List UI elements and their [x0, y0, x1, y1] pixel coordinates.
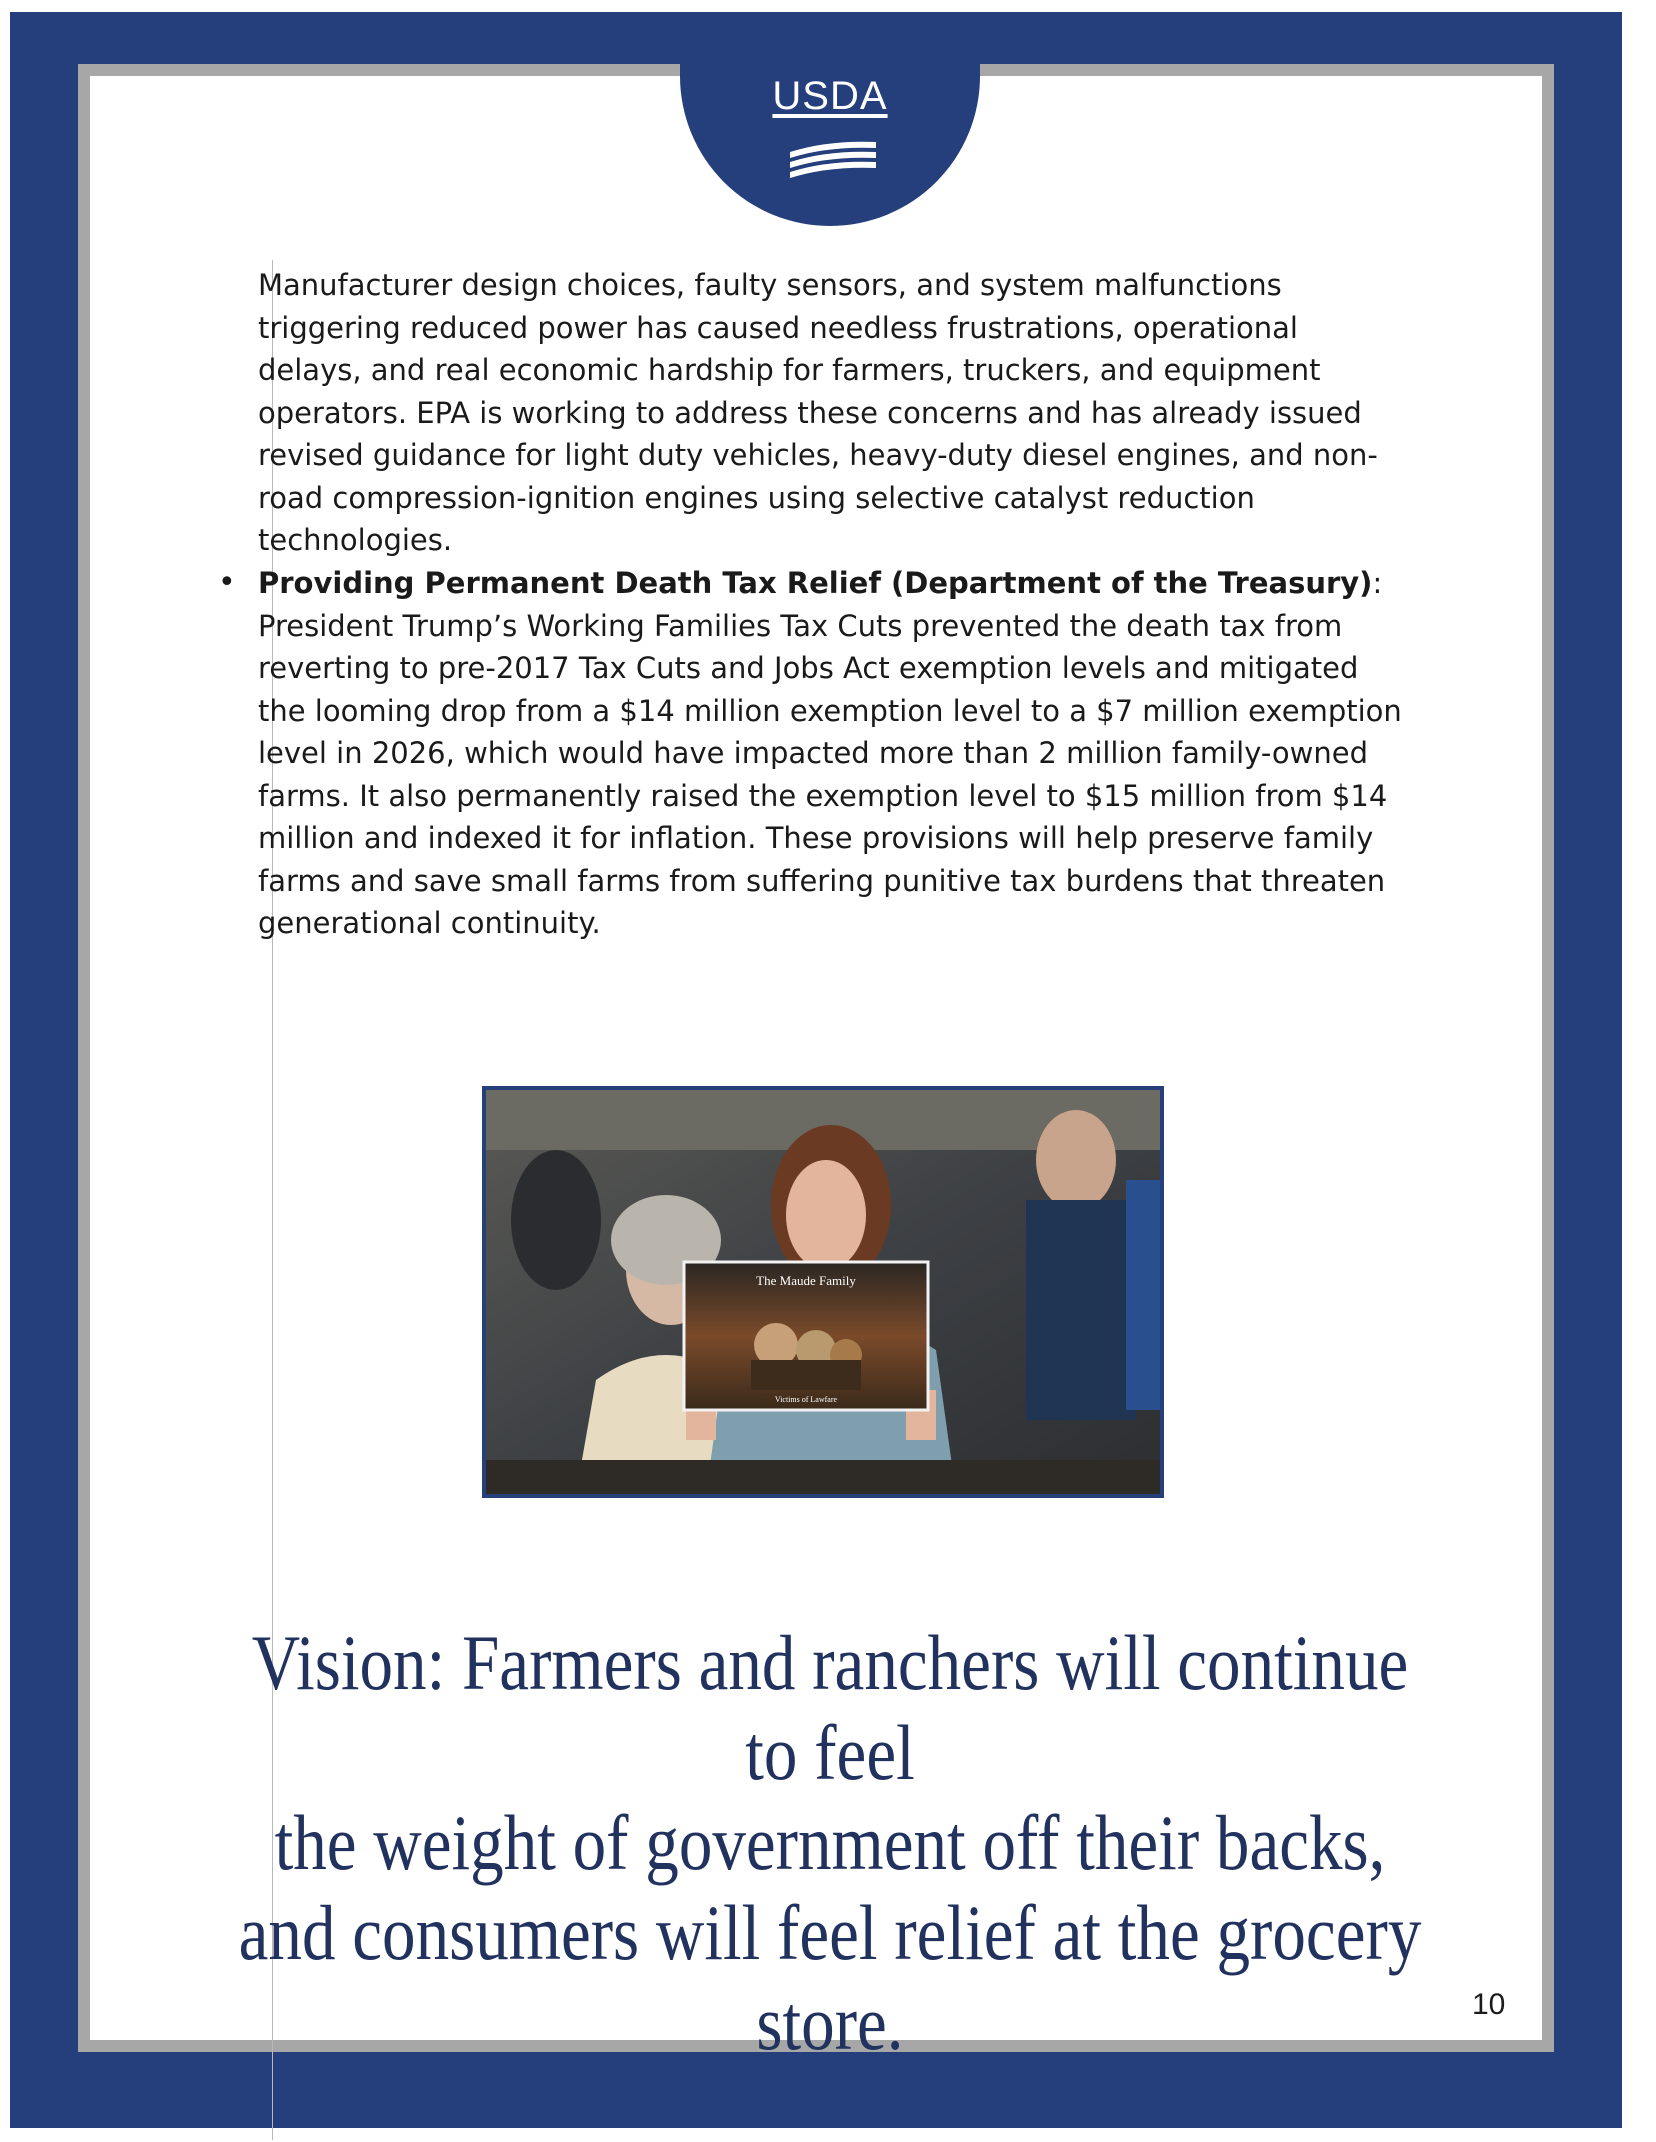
vision-line-3: and consumers will feel relief at the grocery store.	[238, 1889, 1422, 2066]
bullet-title: Providing Permanent Death Tax Relief (Department of the Treasury)	[258, 566, 1373, 600]
sign-caption: Victims of Lawfare	[774, 1395, 838, 1404]
cabinet-meeting-photo	[482, 1086, 1164, 1498]
usda-logo-text: USDA	[772, 74, 888, 118]
bullet-separator: :	[1372, 566, 1383, 600]
bullet-marker: •	[218, 565, 236, 600]
death-tax-bullet	[218, 562, 1408, 945]
vision-line-1: Vision: Farmers and ranchers will continue to feel	[251, 1619, 1409, 1796]
bullet-text: President Trump’s Working Families Tax Cuts prevented the death tax from reverting to pre-2017 Tax Cuts and Jobs Act exemption levels and mitigated the looming drop from a $14 million exemption level to a $7 million exemption level in 2026, which would have impacted more than 2 million family-owned farms. It also permanently raised the exemption level to $15 million from $14 million and indexed it for inflation. These provisions will help preserve family farms and save small farms from suffering punitive tax burdens that threaten generational continuity.	[258, 608, 1402, 940]
vision-statement	[219, 1618, 1440, 2068]
photo-illustration	[486, 1090, 1160, 1494]
sign-title: The Maude Family	[756, 1273, 856, 1288]
usda-logo-stripes-icon	[788, 138, 878, 178]
page-number: 10	[1472, 1988, 1506, 2021]
vision-line-2: the weight of government off their backs,	[274, 1799, 1386, 1886]
epa-paragraph: Manufacturer design choices, faulty sensors, and system malfunctions triggering reduced power has caused needless frustrations, operational delays, and real economic hardship for farmers, truckers, and equipment operators. EPA is working to address these concerns and has already issued revised guidance for light duty vehicles, heavy-duty diesel engines, and non-road compression-ignition engines using selective catalyst reduction technologies.	[258, 268, 1378, 557]
